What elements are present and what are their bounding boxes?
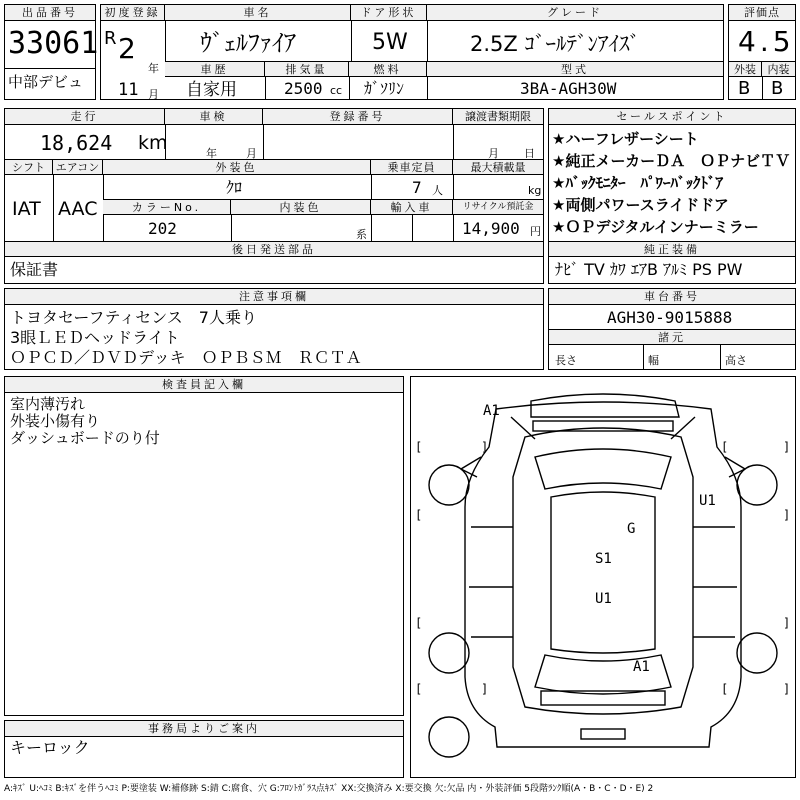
car-diagram-drawing: [411, 377, 795, 777]
type-value: 3BA-AGH30W: [520, 79, 617, 98]
grade-value: 2.5Z ｺﾞｰﾙﾃﾞﾝｱｲｽﾞ: [470, 32, 640, 56]
sales-point-item: ★ＯＰデジタルインナーミラー: [552, 218, 759, 236]
car-diagram: [410, 376, 796, 778]
recycle-value: 14,900: [462, 219, 520, 238]
sales-points-label: セールスポイント: [549, 109, 795, 125]
bracket-mark: [: [721, 682, 729, 696]
sales-point-item: ★純正メーカーＤＡ ＯＰナビＴＶ: [552, 152, 791, 170]
bracket-mark: [: [721, 440, 729, 454]
damage-mark: U1: [699, 493, 716, 509]
damage-legend: A:ｷｽﾞ U:ﾍｺﾐ B:ｷｽﾞを伴うﾍｺﾐ P:要塗装 W:補修跡 S:錆 C:腐食、穴 G:ﾌﾛﾝﾄｶﾞﾗｽ点ｷｽﾞ XX:交換済み X:要交換 欠:欠品 内・外装評価 5段階ﾗﾝｸ順(A・B・C・D・E) 2: [4, 784, 654, 794]
bracket-mark: [: [415, 440, 423, 454]
load-unit: kg: [528, 184, 542, 197]
displacement-label: 排気量: [265, 62, 349, 77]
dims-label: 諸元: [549, 330, 795, 345]
reg-year: 2: [118, 32, 136, 65]
transfer-label: 譲渡書類期限: [453, 109, 543, 125]
bracket-mark: [: [415, 508, 423, 522]
ext-color-label: 外装色: [103, 160, 371, 175]
history-label: 車歴: [165, 62, 265, 77]
debut-label: 中部デビュ: [8, 73, 84, 91]
history-value: 自家用: [186, 80, 237, 100]
plate-label: 登録番号: [263, 109, 453, 125]
shift-value: IAT: [12, 198, 41, 220]
notes-line: トヨタセーフティセンス 7人乗り: [10, 308, 257, 327]
mileage-unit: km: [138, 132, 168, 154]
sales-point-item: ★ﾊﾞｯｸﾓﾆﾀｰ ﾊﾟﾜｰﾊﾞｯｸﾄﾞｱ: [552, 174, 723, 192]
chassis-value: AGH30-9015888: [607, 308, 733, 327]
shift-label: シフト: [5, 160, 53, 175]
color-no-value: 202: [148, 219, 177, 238]
width-label: 幅: [648, 354, 659, 367]
displacement-unit: cc: [330, 84, 343, 97]
capacity-unit: 人: [432, 184, 443, 197]
score-label: 評価点: [729, 5, 795, 21]
exterior-value: B: [738, 78, 751, 99]
door-value: 5W: [372, 30, 408, 55]
score-value: 4.5: [738, 25, 795, 58]
year-unit: 年: [148, 62, 159, 75]
model-name: ｳﾞｪﾙﾌｧｲｱ: [200, 29, 296, 57]
import-label: 輸入車: [371, 200, 453, 215]
inspector-line: 室内薄汚れ: [10, 395, 86, 413]
lot-label: 出品番号: [5, 5, 95, 21]
damage-mark: A1: [633, 659, 650, 675]
sales-point-item: ★両側パワースライドドア: [552, 196, 729, 214]
door-label: ドア形状: [351, 5, 427, 21]
bracket-mark: ]: [783, 682, 791, 696]
exterior-label: 外装: [729, 62, 762, 77]
damage-mark: S1: [595, 551, 612, 567]
mileage-label: 走行: [5, 109, 165, 125]
chassis-label: 車台番号: [549, 289, 795, 305]
capacity-value: 7: [412, 178, 422, 197]
fuel-label: 燃料: [349, 62, 427, 77]
era-letter: R: [104, 28, 117, 49]
notes-line: ＯＰＣＤ／ＤＶＤデッキ ＯＰＢＳＭ ＲＣＴＡ: [10, 348, 362, 367]
inspection-label: 車検: [165, 109, 263, 125]
int-color-label: 内装色: [231, 200, 371, 215]
interior-value: B: [771, 78, 784, 99]
int-color-unit: 系: [356, 228, 367, 241]
type-label: 型式: [427, 62, 723, 77]
color-no-label: カラーNo.: [103, 200, 231, 215]
fuel-value: ｶﾞｿﾘﾝ: [364, 79, 405, 98]
bracket-mark: ]: [783, 440, 791, 454]
height-label: 高さ: [725, 354, 747, 367]
notes-line: 3眼ＬＥＤヘッドライト: [10, 328, 180, 347]
damage-mark: A1: [483, 403, 500, 419]
interior-label: 内装: [762, 62, 795, 77]
transfer-month-unit: 月: [488, 147, 499, 160]
inspection-year-unit: 年: [206, 147, 217, 160]
later-parts-value: 保証書: [10, 260, 59, 279]
inspection-month-unit: 月: [246, 147, 257, 160]
later-parts-label: 後日発送部品: [5, 242, 543, 257]
ext-color-value: ｸﾛ: [226, 178, 243, 197]
office-label: 事務局よりご案内: [5, 721, 403, 737]
bracket-mark: ]: [783, 508, 791, 522]
notes-label: 注意事項欄: [5, 289, 543, 305]
recycle-unit: 円: [530, 225, 541, 238]
reg-month: 11: [118, 80, 139, 100]
equipment-label: 純正装備: [549, 242, 795, 257]
damage-mark: U1: [595, 591, 612, 607]
inspector-line: 外装小傷有り: [10, 412, 101, 430]
bracket-mark: [: [415, 682, 423, 696]
month-unit: 月: [148, 88, 159, 101]
displacement-value: 2500: [284, 79, 323, 98]
grade-label: グレード: [427, 5, 723, 21]
length-label: 長さ: [555, 354, 577, 367]
recycle-label: リサイクル預託金: [453, 200, 543, 215]
ac-value: AAC: [58, 198, 98, 220]
lot-number: 33061: [8, 26, 99, 61]
ac-label: エアコン: [53, 160, 103, 175]
model-label: 車名: [165, 5, 351, 21]
first-reg-label: 初度登録: [101, 5, 165, 21]
bracket-mark: [: [415, 616, 423, 630]
mileage-value: 18,624: [40, 131, 113, 155]
bracket-mark: ]: [481, 682, 489, 696]
capacity-label: 乗車定員: [371, 160, 453, 175]
bracket-mark: ]: [481, 440, 489, 454]
office-value: キーロック: [10, 738, 90, 757]
inspector-label: 検査員記入欄: [5, 377, 403, 393]
transfer-day-unit: 日: [524, 147, 535, 160]
equipment-value: ﾅﾋﾞ TV ｶﾜ ｴｱB ｱﾙﾐ PS PW: [555, 260, 743, 279]
sales-point-item: ★ハーフレザーシート: [552, 130, 699, 148]
load-label: 最大積載量: [453, 160, 543, 175]
inspector-line: ダッシュボードのり付: [10, 429, 160, 447]
bracket-mark: ]: [783, 616, 791, 630]
damage-mark: G: [627, 521, 636, 537]
